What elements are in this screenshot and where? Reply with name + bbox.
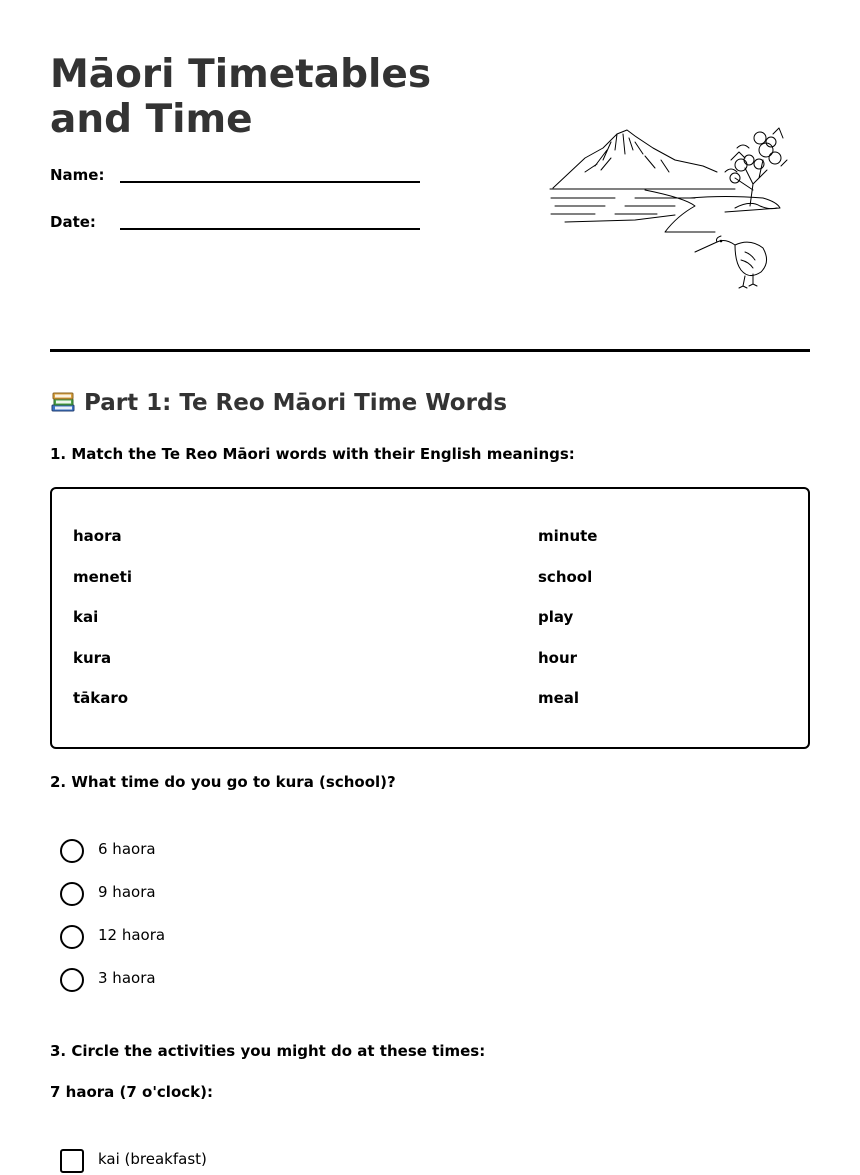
part1-title <box>50 388 507 416</box>
maori-word[interactable]: tākaro <box>73 689 129 707</box>
english-words-column <box>538 527 597 730</box>
maori-word[interactable]: meneti <box>73 567 132 586</box>
q2-text: 2. What time do you go to kura (school)? <box>50 773 396 791</box>
radio-button[interactable] <box>60 839 84 863</box>
english-word[interactable]: minute <box>538 527 598 545</box>
radio-button[interactable] <box>60 968 84 992</box>
q1-text: 1. Match the Te Reo Māori words with their English meanings: <box>50 445 575 463</box>
option-label: 9 haora <box>98 883 156 901</box>
english-word[interactable]: play <box>538 608 574 626</box>
landscape-illustration-icon <box>545 120 790 295</box>
option-label: 6 haora <box>98 840 156 858</box>
q3-text: 3. Circle the activities you might do at these times: <box>50 1042 486 1060</box>
option-label: kai (breakfast) <box>98 1150 207 1168</box>
maori-words-column <box>73 527 132 730</box>
section-divider <box>50 349 810 352</box>
matching-box <box>50 487 810 749</box>
checkbox[interactable] <box>60 1149 84 1173</box>
radio-button[interactable] <box>60 882 84 906</box>
maori-word[interactable]: kai <box>73 608 99 626</box>
name-label: Name: <box>50 166 105 184</box>
maori-word[interactable]: kura <box>73 648 112 667</box>
option-label: 12 haora <box>98 926 166 944</box>
date-field <box>50 213 430 237</box>
date-label: Date: <box>50 213 96 231</box>
q3-subheading: 7 haora (7 o'clock): <box>50 1083 213 1101</box>
date-input-line[interactable] <box>120 228 420 230</box>
worksheet-title: Māori Timetables and Time <box>50 52 432 142</box>
part1-title-text: Part 1: Te Reo Māori Time Words <box>84 390 508 416</box>
english-word[interactable]: school <box>538 567 593 586</box>
maori-word[interactable]: haora <box>73 527 122 545</box>
english-word[interactable]: meal <box>538 689 580 707</box>
english-word[interactable]: hour <box>538 648 578 667</box>
worksheet-page <box>50 0 810 1168</box>
name-field <box>50 166 430 190</box>
name-input-line[interactable] <box>120 181 420 183</box>
books-emoji-icon <box>50 388 76 414</box>
option-label: 3 haora <box>98 969 156 987</box>
radio-button[interactable] <box>60 925 84 949</box>
